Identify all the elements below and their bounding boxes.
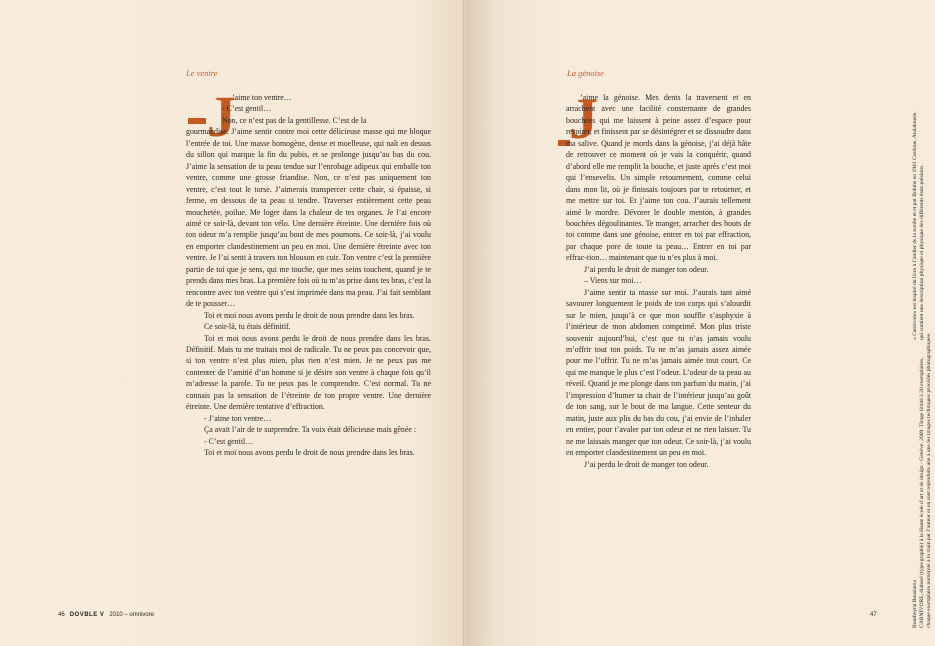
credit-line-2: chaque exemplaire numéroté à la main par l’auteur et où sont reproduits une à une les images techniques procédés photographiques. [926,332,932,628]
sidebar-note-1: « Carnivore» est inspiré du livre à l’atelier de la tombe et et par Bohine en 1941 Cordoue, Andalousie, [912,111,918,340]
left-page-title: Le ventre [186,68,218,78]
paragraph: ’aime ton ventre… [232,93,292,102]
left-dropcap: J [207,84,236,149]
right-page-number: 47 [870,612,877,618]
paragraph: J’aime sentir ta masse sur moi. J’aurais tant aimé savourer longuement le poids de ton corps qui s’alourdit sur le mien, jusqu’à ce que mon souffle s’asphyxie à l’intérieur de mon abdomen comprimé. Mon plus triste souvenir aujourd’hui, c’est que tu n’as jamais voulu m’offrir tout ton poids. Tu ne m’as jamais assez aimée pour me l’offrir. Tu ne m’as jamais aimée tout court. Ce qui me manque le plus c’est l’odeur. L’odeur de ta peau au réveil. Quand je me plonge dans ton parfum du matin, j’ai l’impression d’humer ta chair de l’intérieur jusqu’au goût de ton sang, sur le bout de ma langue. Cette senteur du matin, juste aux plis du bas du cou, j’ai envie de l’inhaler en entier, pour t’avaler par ton odeur et ne rien laisser. Tu ne me laissais manger que ton odeur. Ce soir-là, j’ai voulu en emporter clandestinement un peu en moi. [566,287,751,458]
credit-name: Boutheyna Bouslama [912,579,918,628]
paragraph: Ce soir-là, tu étais définitif. [204,322,291,332]
paragraph: Ça avait l’air de te surprendre. Ta voix était délicieuse mais gênée : [204,425,417,435]
right-page [466,0,935,646]
footer-issue: 2010 – omnivore [109,612,155,618]
sidebar-note-2: qui contient une description physique et physique des différents états pulsions. [919,164,925,340]
left-page [0,0,466,646]
left-body-text [186,92,431,459]
left-page-number: 46 [58,612,65,618]
right-body-text [566,86,751,470]
footer-brand: DOVBLE V [69,612,105,618]
credit-line-1: CARNIVORE, élaboré (typo/graphie) à la Haute école d’art et de design - Genève, 2009. Tirage limité à 20 exemplaires, [919,357,925,628]
paragraph: - J’aime ton ventre… [204,413,272,423]
paragraph: Toi et moi nous avons perdu le droit de nous prendre dans les bras. [204,448,415,458]
paragraph: J’ai perdu le droit de manger ton odeur. [584,459,709,469]
paragraph: J’ai perdu le droit de manger ton odeur. [584,264,709,274]
paragraph: – Viens sur moi… [584,276,642,286]
right-page-title: La génoise [567,68,605,78]
paragraph: Toi et moi nous avons perdu le droit de nous prendre dans les bras. Définitif. Mais tu me traitais moi de radicale. Tu ne peux pas concevoir que, si ton ventre n’est plus mien, plus rien n’est mien. Je ne peux pas me contenter de l’amitié d’un homme si je désire son ventre à chaque fois qu’il m’adresse la parole. Tu ne peux pas le comprendre. C’est normal. Tu ne connais pas la sensation de l’étreinte de ton propre ventre. Une dernière étreinte. Une dernière tentative d’effraction. [186,333,431,412]
paragraph: gourmandise. J’aime sentir contre moi cette délicieuse masse qui me bloque l’entrée de toi. Une masse homogène, dense et moelleuse, qui naît en dessus du sillon qui marque la fin du pubis, et se prolonge jusqu’au bas du cou. J’aime la sensation de ta peau tendue sur l’enrobage adipeux qui emballe ton ventre, comme une grosse friandise. Non, ce n’est pas uniquement ton ventre, c’est tout le torse. J’aimerais transpercer cette chair, si épaisse, si ferme, en dessous de ta peau si tendre. Traverser entièrement cette peau mouchetée, poilue. Me loger dans la chaleur de tes organes. Je l’ai encore aimé ce soir-là, devant ton vélo. Une dernière étreinte. Une dernière fois où ton odeur m’a remplie jusqu’au bout de mes poumons. Ce soir-là, j’ai voulu en emporter clandestinement un peu en moi. Une dernière étreinte avec ton ventre. Je l’ai senti à travers ton blouson en cuir. Ton ventre c’est la première partie de toi que je sens, qui me touche, que mes seins touchent, quand je te prends dans mes bras. La première fois où tu m’as prise dans tes bras, c’est la rencontre avec ton ventre qui s’est imprimée dans ma peau. J’ai fait semblant de te pousser… [186,127,431,309]
colophon-sidebar [898,40,935,630]
right-dropcap: J [569,86,598,151]
paragraph: ’aime la génoise. Mes dents la traversent et en arrachent avec une facilité consternante de grandes bouchées qui me laissent à peine assez d’espace pour respirer, et finissent par se désintégrer et se dissoudre dans ma salive. Quand je mords dans la génoise, j’ai déjà hâte de retrouver ce moment où je vais la conquérir, quand d’abord elle me remplit la bouche, et juste après c’est moi qui l’ensevelis. Un simple retournement, comme celui dans mon lit, où je finissais toujours par te retourner, et me mettre sur toi. Et j’aime ton cou. J’aurais tellement aimé le mordre. Dévorer le double menton, à grandes bouchées dégoulinantes. Te manger, arracher des bouts de toi comme dans une génoise, entrer en toi par effraction, par chaque pore de toute ta peau… Entrer en toi par effrac-tion… maintenant que tu n’es plus à moi. [566,93,751,263]
left-footer [58,612,154,618]
paragraph: - C’est gentil… [204,436,254,446]
paragraph: Non, ce n’est pas de la gentillesse. C’est de la [222,115,367,125]
paragraph: Toi et moi nous avons perdu le droit de nous prendre dans les bras. [204,310,415,320]
paragraph: - C’est gentil… [222,104,272,114]
